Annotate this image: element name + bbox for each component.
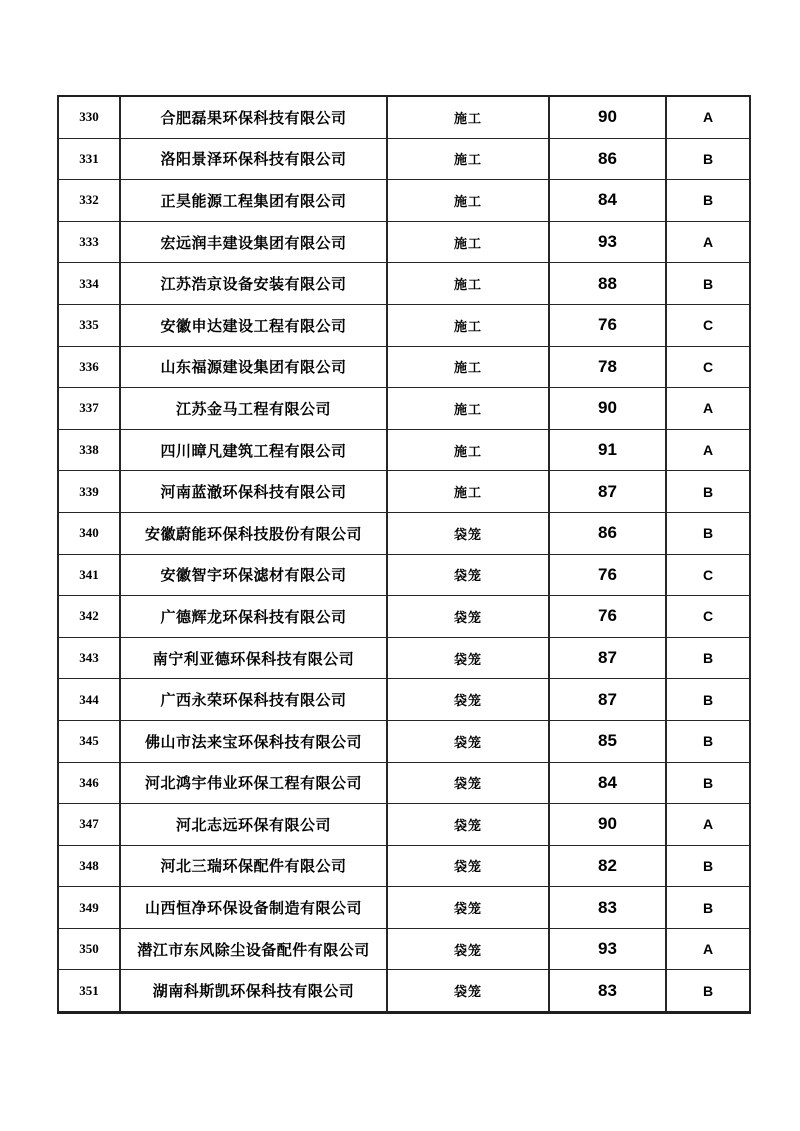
grade-cell: B bbox=[666, 845, 750, 887]
score-cell: 93 bbox=[549, 221, 666, 263]
score-cell: 82 bbox=[549, 845, 666, 887]
row-number-cell: 341 bbox=[58, 554, 120, 596]
score-cell: 87 bbox=[549, 471, 666, 513]
table-row bbox=[58, 804, 750, 846]
company-name-cell: 南宁利亚德环保科技有限公司 bbox=[120, 637, 387, 679]
company-name-cell: 安徽智宇环保滤材有限公司 bbox=[120, 554, 387, 596]
table-row bbox=[58, 429, 750, 471]
category-cell: 施工 bbox=[387, 346, 549, 388]
grade-cell: B bbox=[666, 138, 750, 180]
table-row bbox=[58, 679, 750, 721]
score-cell: 86 bbox=[549, 512, 666, 554]
category-cell: 施工 bbox=[387, 96, 549, 138]
category-cell: 袋笼 bbox=[387, 970, 549, 1013]
company-name-cell: 正昊能源工程集团有限公司 bbox=[120, 180, 387, 222]
row-number-cell: 330 bbox=[58, 96, 120, 138]
table-row bbox=[58, 596, 750, 638]
category-cell: 施工 bbox=[387, 471, 549, 513]
table-row bbox=[58, 304, 750, 346]
category-cell: 施工 bbox=[387, 429, 549, 471]
category-cell: 施工 bbox=[387, 138, 549, 180]
table-row bbox=[58, 720, 750, 762]
company-name-cell: 安徽蔚能环保科技股份有限公司 bbox=[120, 512, 387, 554]
company-name-cell: 江苏金马工程有限公司 bbox=[120, 388, 387, 430]
table-row bbox=[58, 970, 750, 1013]
grade-cell: C bbox=[666, 346, 750, 388]
grade-cell: B bbox=[666, 887, 750, 929]
grade-cell: B bbox=[666, 720, 750, 762]
grade-cell: B bbox=[666, 180, 750, 222]
category-cell: 施工 bbox=[387, 304, 549, 346]
grade-cell: A bbox=[666, 429, 750, 471]
table-row bbox=[58, 263, 750, 305]
category-cell: 袋笼 bbox=[387, 512, 549, 554]
row-number-cell: 349 bbox=[58, 887, 120, 929]
company-name-cell: 山西恒净环保设备制造有限公司 bbox=[120, 887, 387, 929]
table-row bbox=[58, 637, 750, 679]
table-row bbox=[58, 346, 750, 388]
score-cell: 90 bbox=[549, 804, 666, 846]
category-cell: 袋笼 bbox=[387, 804, 549, 846]
table-row bbox=[58, 512, 750, 554]
company-name-cell: 安徽申达建设工程有限公司 bbox=[120, 304, 387, 346]
grade-cell: B bbox=[666, 512, 750, 554]
grade-cell: A bbox=[666, 96, 750, 138]
row-number-cell: 350 bbox=[58, 928, 120, 970]
company-name-cell: 洛阳景泽环保科技有限公司 bbox=[120, 138, 387, 180]
company-name-cell: 广德辉龙环保科技有限公司 bbox=[120, 596, 387, 638]
table-row bbox=[58, 762, 750, 804]
row-number-cell: 346 bbox=[58, 762, 120, 804]
grade-cell: C bbox=[666, 304, 750, 346]
category-cell: 袋笼 bbox=[387, 596, 549, 638]
grade-cell: B bbox=[666, 471, 750, 513]
row-number-cell: 342 bbox=[58, 596, 120, 638]
category-cell: 袋笼 bbox=[387, 928, 549, 970]
row-number-cell: 343 bbox=[58, 637, 120, 679]
grade-cell: A bbox=[666, 221, 750, 263]
company-name-cell: 河南蓝澈环保科技有限公司 bbox=[120, 471, 387, 513]
score-cell: 78 bbox=[549, 346, 666, 388]
table-row bbox=[58, 138, 750, 180]
table-row bbox=[58, 221, 750, 263]
row-number-cell: 339 bbox=[58, 471, 120, 513]
table-row bbox=[58, 887, 750, 929]
category-cell: 袋笼 bbox=[387, 679, 549, 721]
row-number-cell: 333 bbox=[58, 221, 120, 263]
category-cell: 施工 bbox=[387, 263, 549, 305]
company-name-cell: 合肥磊果环保科技有限公司 bbox=[120, 96, 387, 138]
category-cell: 袋笼 bbox=[387, 554, 549, 596]
grade-cell: A bbox=[666, 804, 750, 846]
company-name-cell: 江苏浩京设备安装有限公司 bbox=[120, 263, 387, 305]
grade-cell: A bbox=[666, 388, 750, 430]
supplier-rating-table bbox=[57, 95, 751, 1014]
score-cell: 76 bbox=[549, 304, 666, 346]
table-row bbox=[58, 388, 750, 430]
score-cell: 93 bbox=[549, 928, 666, 970]
row-number-cell: 347 bbox=[58, 804, 120, 846]
score-cell: 90 bbox=[549, 96, 666, 138]
row-number-cell: 345 bbox=[58, 720, 120, 762]
score-cell: 83 bbox=[549, 970, 666, 1013]
category-cell: 袋笼 bbox=[387, 845, 549, 887]
company-name-cell: 山东福源建设集团有限公司 bbox=[120, 346, 387, 388]
company-name-cell: 四川暲凡建筑工程有限公司 bbox=[120, 429, 387, 471]
category-cell: 施工 bbox=[387, 180, 549, 222]
score-cell: 76 bbox=[549, 554, 666, 596]
category-cell: 施工 bbox=[387, 221, 549, 263]
score-cell: 84 bbox=[549, 180, 666, 222]
score-cell: 76 bbox=[549, 596, 666, 638]
table-row bbox=[58, 180, 750, 222]
company-name-cell: 湖南科斯凯环保科技有限公司 bbox=[120, 970, 387, 1013]
grade-cell: C bbox=[666, 554, 750, 596]
company-name-cell: 河北三瑞环保配件有限公司 bbox=[120, 845, 387, 887]
company-name-cell: 潜江市东风除尘设备配件有限公司 bbox=[120, 928, 387, 970]
grade-cell: B bbox=[666, 637, 750, 679]
score-cell: 85 bbox=[549, 720, 666, 762]
row-number-cell: 337 bbox=[58, 388, 120, 430]
grade-cell: B bbox=[666, 679, 750, 721]
score-cell: 84 bbox=[549, 762, 666, 804]
score-cell: 91 bbox=[549, 429, 666, 471]
row-number-cell: 351 bbox=[58, 970, 120, 1013]
grade-cell: C bbox=[666, 596, 750, 638]
grade-cell: B bbox=[666, 970, 750, 1013]
category-cell: 袋笼 bbox=[387, 637, 549, 679]
table-row bbox=[58, 554, 750, 596]
company-name-cell: 河北鸿宇伟业环保工程有限公司 bbox=[120, 762, 387, 804]
category-cell: 袋笼 bbox=[387, 720, 549, 762]
row-number-cell: 348 bbox=[58, 845, 120, 887]
table-row bbox=[58, 928, 750, 970]
grade-cell: B bbox=[666, 263, 750, 305]
row-number-cell: 331 bbox=[58, 138, 120, 180]
category-cell: 袋笼 bbox=[387, 887, 549, 929]
row-number-cell: 334 bbox=[58, 263, 120, 305]
score-cell: 83 bbox=[549, 887, 666, 929]
row-number-cell: 338 bbox=[58, 429, 120, 471]
score-cell: 88 bbox=[549, 263, 666, 305]
row-number-cell: 335 bbox=[58, 304, 120, 346]
score-cell: 87 bbox=[549, 637, 666, 679]
company-name-cell: 广西永荣环保科技有限公司 bbox=[120, 679, 387, 721]
table-row bbox=[58, 471, 750, 513]
grade-cell: B bbox=[666, 762, 750, 804]
row-number-cell: 340 bbox=[58, 512, 120, 554]
grade-cell: A bbox=[666, 928, 750, 970]
table-row bbox=[58, 845, 750, 887]
score-cell: 90 bbox=[549, 388, 666, 430]
row-number-cell: 336 bbox=[58, 346, 120, 388]
row-number-cell: 332 bbox=[58, 180, 120, 222]
row-number-cell: 344 bbox=[58, 679, 120, 721]
category-cell: 袋笼 bbox=[387, 762, 549, 804]
company-name-cell: 河北志远环保有限公司 bbox=[120, 804, 387, 846]
category-cell: 施工 bbox=[387, 388, 549, 430]
company-name-cell: 佛山市法来宝环保科技有限公司 bbox=[120, 720, 387, 762]
score-cell: 86 bbox=[549, 138, 666, 180]
table-row bbox=[58, 96, 750, 138]
company-name-cell: 宏远润丰建设集团有限公司 bbox=[120, 221, 387, 263]
score-cell: 87 bbox=[549, 679, 666, 721]
